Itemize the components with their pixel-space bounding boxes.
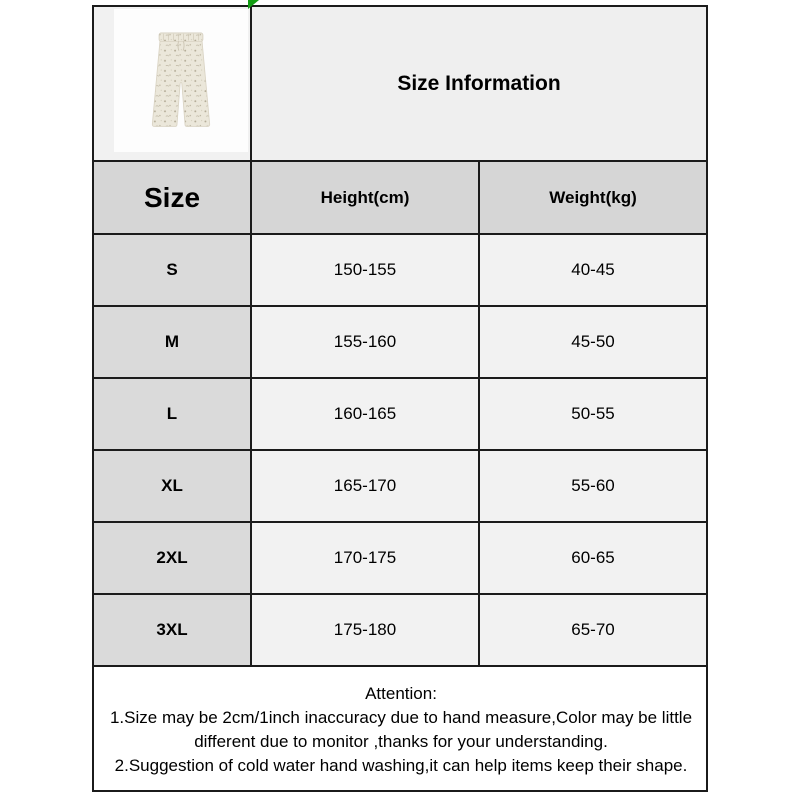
weight-value: 45-50 (479, 306, 707, 378)
height-value: 150-155 (251, 234, 479, 306)
table-row-3xl (93, 594, 707, 666)
product-photo (114, 9, 248, 152)
table-row-photo (93, 6, 707, 161)
height-value: 175-180 (251, 594, 479, 666)
size-label: 3XL (93, 594, 251, 666)
weight-value: 65-70 (479, 594, 707, 666)
height-value: 165-170 (251, 450, 479, 522)
table-row-s (93, 234, 707, 306)
table-row-2xl (93, 522, 707, 594)
size-label: 2XL (93, 522, 251, 594)
table-row-l (93, 378, 707, 450)
table-header-row (93, 161, 707, 234)
weight-value: 55-60 (479, 450, 707, 522)
height-value: 160-165 (251, 378, 479, 450)
table-row-xl (93, 450, 707, 522)
size-label: L (93, 378, 251, 450)
size-label: S (93, 234, 251, 306)
size-chart-title: Size Information (251, 6, 707, 161)
size-information-table (92, 5, 708, 792)
table-row-m (93, 306, 707, 378)
attention-line-2: different due to monitor ,thanks for your understanding. (194, 732, 608, 751)
attention-heading: Attention: (365, 684, 437, 703)
weight-value: 40-45 (479, 234, 707, 306)
height-value: 170-175 (251, 522, 479, 594)
column-header-height: Height(cm) (251, 161, 479, 234)
column-header-weight: Weight(kg) (479, 161, 707, 234)
column-header-size: Size (93, 161, 251, 234)
product-photo-cell (93, 6, 251, 161)
size-chart-sheet (92, 5, 706, 790)
weight-value: 60-65 (479, 522, 707, 594)
attention-note (93, 666, 707, 791)
size-label: M (93, 306, 251, 378)
height-value: 155-160 (251, 306, 479, 378)
attention-line-1: 1.Size may be 2cm/1inch inaccuracy due to hand measure,Color may be little (109, 708, 693, 727)
attention-line-3: 2.Suggestion of cold water hand washing,it can help items keep their shape. (114, 756, 688, 775)
pants-image-icon (122, 14, 240, 148)
table-row-attention (93, 666, 707, 791)
weight-value: 50-55 (479, 378, 707, 450)
size-label: XL (93, 450, 251, 522)
